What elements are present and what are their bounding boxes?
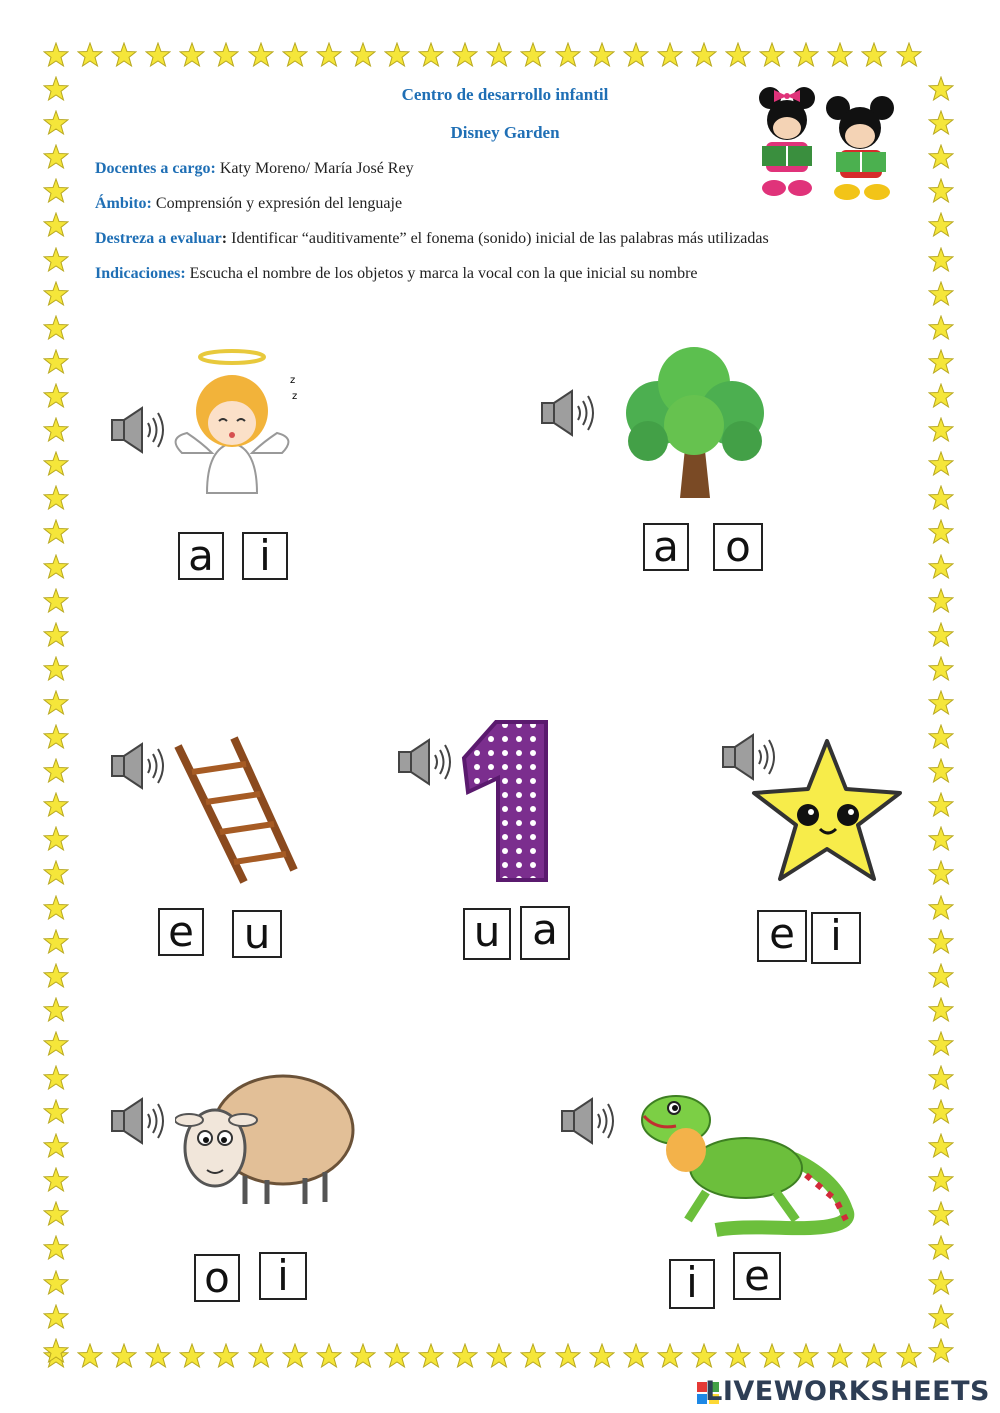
star-icon: [213, 1343, 239, 1369]
star-icon: [418, 1343, 444, 1369]
docentes-label: Docentes a cargo:: [95, 160, 216, 177]
destreza-label: Destreza a evaluar: [95, 230, 222, 247]
star-icon: [384, 1343, 410, 1369]
star-icon: [43, 110, 69, 136]
star-icon: [928, 212, 954, 238]
star-icon: [43, 1031, 69, 1057]
option-box[interactable]: i: [669, 1259, 715, 1309]
star-icon: [316, 42, 342, 68]
star-icon: [928, 1065, 954, 1091]
star-icon: [657, 42, 683, 68]
star-icon: [43, 1201, 69, 1227]
star-icon: [350, 1343, 376, 1369]
option-box[interactable]: u: [463, 908, 511, 960]
option-box[interactable]: a: [178, 532, 224, 580]
star-icon: [316, 1343, 342, 1369]
star-icon: [43, 895, 69, 921]
star-icon: [43, 792, 69, 818]
option-box[interactable]: i: [811, 912, 861, 964]
star-icon: [43, 212, 69, 238]
star-icon: [928, 144, 954, 170]
option-box[interactable]: a: [643, 523, 689, 571]
option-box[interactable]: e: [757, 910, 807, 962]
star-icon: [928, 349, 954, 375]
number-one-picture: [456, 718, 556, 884]
star-icon: [43, 690, 69, 716]
star-icon: [43, 997, 69, 1023]
star-icon: [486, 1343, 512, 1369]
destreza-value: Identificar “auditivamente” el fonema (sonido) inicial de las palabras más utilizadas: [227, 230, 769, 247]
star-icon: [282, 42, 308, 68]
star-icon: [928, 656, 954, 682]
speaker-icon[interactable]: [395, 737, 455, 787]
star-icon: [928, 1304, 954, 1330]
option-box[interactable]: e: [158, 908, 204, 956]
page-subtitle: Disney Garden: [450, 123, 560, 142]
option-box[interactable]: u: [232, 910, 282, 958]
star-icon: [928, 519, 954, 545]
star-icon: [928, 554, 954, 580]
star-icon: [43, 622, 69, 648]
star-icon: [928, 281, 954, 307]
star-icon: [350, 42, 376, 68]
star-icon: [43, 451, 69, 477]
star-icon: [282, 1343, 308, 1369]
liveworksheets-brand: LIVEWORKSHEETS: [705, 1376, 990, 1407]
option-box[interactable]: o: [194, 1254, 240, 1302]
star-icon: [928, 997, 954, 1023]
indicaciones-label: Indicaciones:: [95, 265, 186, 282]
ladder-picture: [172, 732, 298, 887]
star-icon: [43, 1304, 69, 1330]
star-icon: [928, 1167, 954, 1193]
star-icon: [43, 178, 69, 204]
star-icon: [43, 826, 69, 852]
tree-picture: [618, 343, 770, 503]
option-box[interactable]: i: [242, 532, 288, 580]
star-icon: [418, 42, 444, 68]
star-icon: [928, 622, 954, 648]
star-icon: [248, 42, 274, 68]
star-icon: [725, 42, 751, 68]
star-icon: [111, 42, 137, 68]
star-icon: [555, 1343, 581, 1369]
star-icon: [928, 690, 954, 716]
star-icon: [928, 1235, 954, 1261]
star-icon: [928, 110, 954, 136]
option-box[interactable]: o: [713, 523, 763, 571]
star-icon: [928, 1133, 954, 1159]
star-icon: [928, 1338, 954, 1364]
star-icon: [928, 1099, 954, 1125]
iguana-picture: [636, 1080, 866, 1240]
star-icon: [928, 963, 954, 989]
option-box[interactable]: a: [520, 906, 570, 960]
speaker-icon[interactable]: [538, 388, 598, 438]
star-icon: [896, 1343, 922, 1369]
star-icon: [589, 1343, 615, 1369]
star-icon: [520, 1343, 546, 1369]
star-icon: [179, 42, 205, 68]
star-icon: [43, 417, 69, 443]
option-box[interactable]: i: [259, 1252, 307, 1300]
docentes-value: Katy Moreno/ María José Rey: [215, 160, 414, 177]
star-icon: [43, 1099, 69, 1125]
star-icon: [827, 42, 853, 68]
svg-text:z: z: [290, 375, 296, 386]
ambito-line: [95, 195, 402, 213]
star-icon: [43, 588, 69, 614]
star-icon: [928, 76, 954, 102]
star-icon: [43, 758, 69, 784]
star-icon: [145, 42, 171, 68]
ambito-label: Ámbito:: [95, 195, 152, 212]
page-title: Centro de desarrollo infantil: [401, 85, 609, 104]
star-icon: [520, 42, 546, 68]
mickey-minnie-reading-illustration: [752, 84, 912, 208]
star-icon: [928, 724, 954, 750]
star-icon: [928, 315, 954, 341]
indicaciones-value: Escucha el nombre de los objetos y marca la vocal con la que inicial su nombre: [185, 265, 698, 282]
star-icon: [43, 42, 69, 68]
star-icon: [43, 76, 69, 102]
star-icon: [928, 588, 954, 614]
star-icon: [43, 281, 69, 307]
star-icon: [384, 42, 410, 68]
star-icon: [452, 1343, 478, 1369]
star-icon: [928, 860, 954, 886]
star-icon: [43, 1167, 69, 1193]
star-icon: [43, 485, 69, 511]
star-icon: [43, 860, 69, 886]
star-icon: [452, 42, 478, 68]
star-icon: [43, 1270, 69, 1296]
star-icon: [928, 792, 954, 818]
star-icon: [145, 1343, 171, 1369]
star-icon: [928, 1201, 954, 1227]
star-icon: [43, 144, 69, 170]
star-icon: [928, 383, 954, 409]
ambito-value: Comprensión y expresión del lenguaje: [151, 195, 403, 212]
star-icon: [928, 826, 954, 852]
star-icon: [111, 1343, 137, 1369]
star-icon: [43, 554, 69, 580]
star-icon: [928, 895, 954, 921]
star-icon: [623, 1343, 649, 1369]
star-icon: [179, 1343, 205, 1369]
star-icon: [928, 929, 954, 955]
destreza-line: [95, 230, 769, 248]
star-icon: [928, 758, 954, 784]
star-icon: [248, 1343, 274, 1369]
star-icon: [861, 1343, 887, 1369]
star-icon: [43, 1235, 69, 1261]
star-icon: [43, 315, 69, 341]
destreza-colon: :: [221, 230, 228, 247]
speaker-icon[interactable]: [108, 1096, 168, 1146]
star-icon: [759, 1343, 785, 1369]
star-icon: [623, 42, 649, 68]
star-icon: [928, 485, 954, 511]
star-picture: [750, 737, 905, 885]
speaker-icon[interactable]: [108, 405, 168, 455]
star-icon: [43, 383, 69, 409]
star-icon: [77, 42, 103, 68]
speaker-icon[interactable]: [558, 1096, 618, 1146]
star-icon: [43, 929, 69, 955]
angel-picture: [172, 343, 307, 513]
option-box[interactable]: e: [733, 1252, 781, 1300]
star-icon: [43, 656, 69, 682]
star-icon: [793, 42, 819, 68]
star-icon: [486, 42, 512, 68]
star-icon: [896, 42, 922, 68]
star-icon: [43, 247, 69, 273]
speaker-icon[interactable]: [108, 741, 168, 791]
star-icon: [793, 1343, 819, 1369]
star-icon: [589, 42, 615, 68]
sheep-picture: [175, 1058, 360, 1208]
star-icon: [725, 1343, 751, 1369]
star-icon: [691, 1343, 717, 1369]
star-icon: [759, 42, 785, 68]
svg-text:z: z: [292, 391, 298, 402]
docentes-line: [95, 160, 414, 178]
star-icon: [213, 42, 239, 68]
star-icon: [827, 1343, 853, 1369]
star-icon: [691, 42, 717, 68]
star-icon: [657, 1343, 683, 1369]
star-icon: [43, 724, 69, 750]
star-icon: [43, 1133, 69, 1159]
star-icon: [43, 519, 69, 545]
star-icon: [43, 963, 69, 989]
star-icon: [43, 1065, 69, 1091]
star-icon: [555, 42, 581, 68]
star-icon: [928, 247, 954, 273]
star-icon: [77, 1343, 103, 1369]
indicaciones-line: [95, 265, 698, 283]
star-icon: [43, 349, 69, 375]
star-icon: [928, 1031, 954, 1057]
star-icon: [861, 42, 887, 68]
star-icon: [928, 417, 954, 443]
star-icon: [43, 1338, 69, 1364]
star-icon: [928, 451, 954, 477]
star-icon: [928, 178, 954, 204]
star-icon: [928, 1270, 954, 1296]
